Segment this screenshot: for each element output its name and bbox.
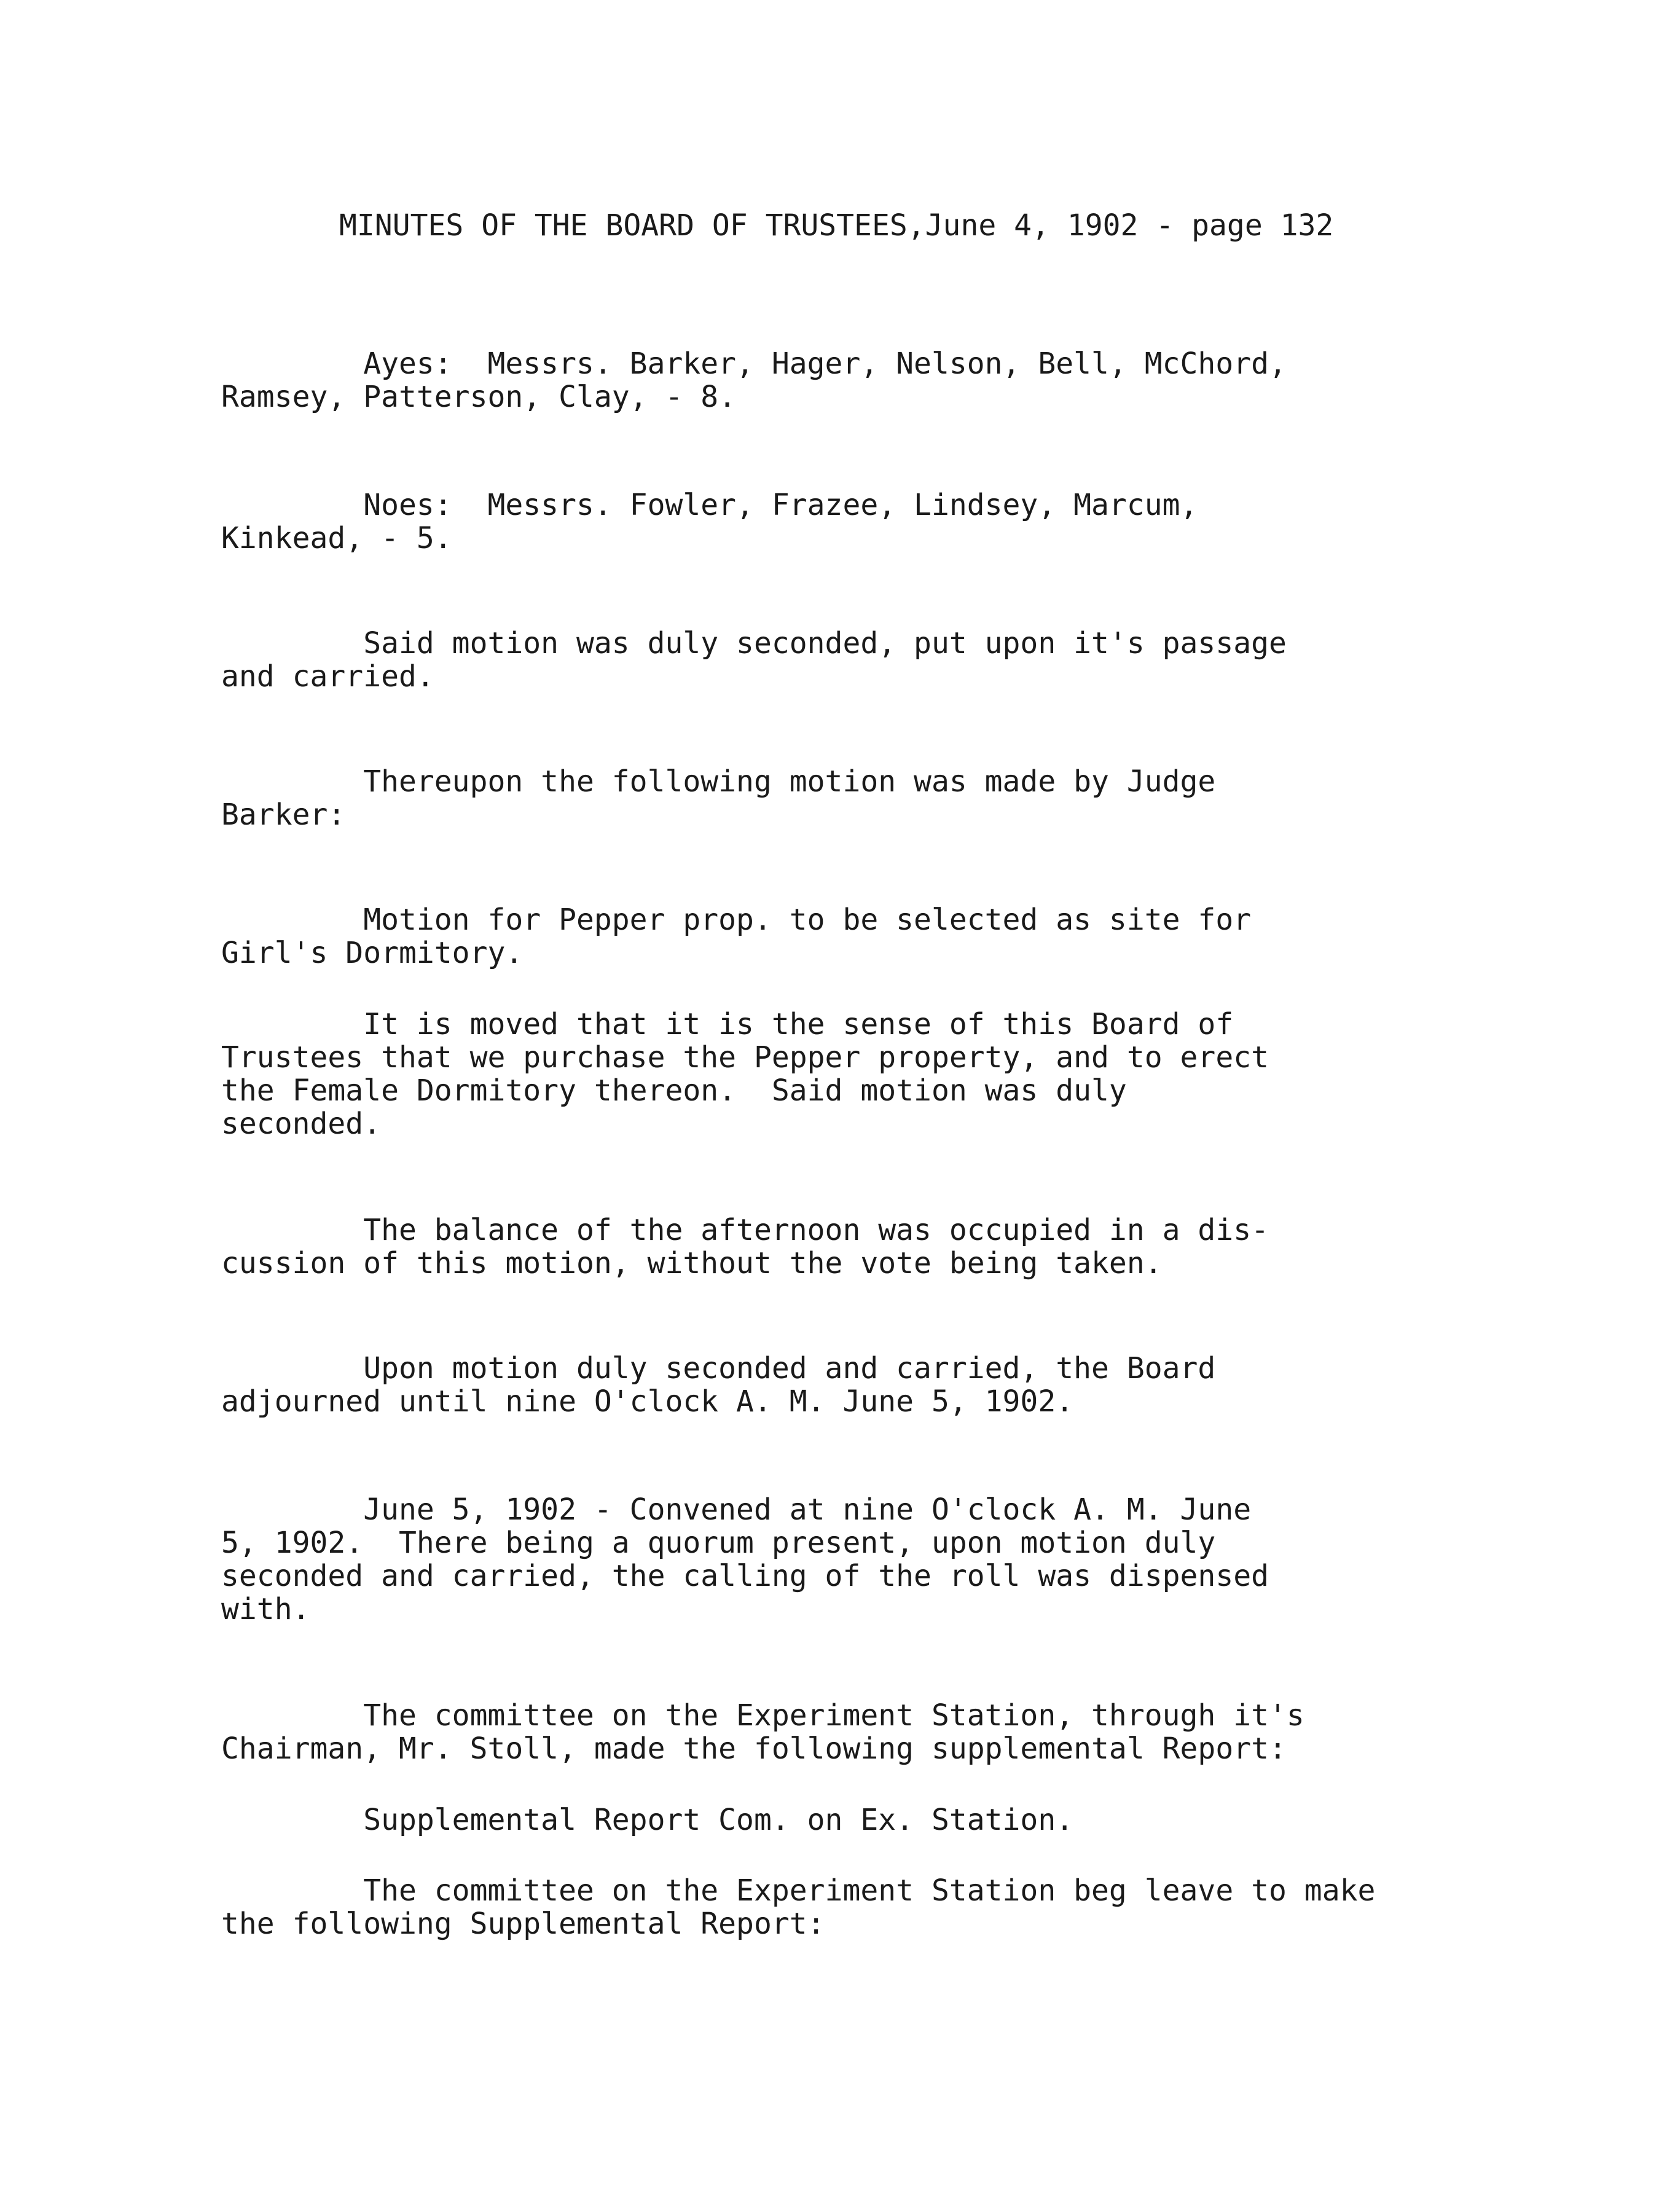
- paragraph-ayes: Ayes: Messrs. Barker, Hager, Nelson, Bell, McChord, Ramsey, Patterson, Clay, - 8.: [221, 347, 1287, 414]
- paragraph-adjourned: Upon motion duly seconded and carried, the Board adjourned until nine O'clock A. M. June 5, 1902.: [221, 1351, 1216, 1419]
- paragraph-noes: Noes: Messrs. Fowler, Frazee, Lindsey, Marcum, Kinkead, - 5.: [221, 488, 1198, 555]
- paragraph-pepper-motion-title: Motion for Pepper prop. to be selected as site for Girl's Dormitory.: [221, 903, 1252, 970]
- paragraph-supplemental-title: Supplemental Report Com. on Ex. Station.: [221, 1803, 1074, 1837]
- paragraph-pepper-motion-text: It is moved that it is the sense of this Board of Trustees that we purchase the Pepper property, and to erect the Female Dormitory thereon. Said motion was duly seconded.: [221, 1007, 1269, 1141]
- paragraph-motion-carried: Said motion was duly seconded, put upon it's passage and carried.: [221, 626, 1287, 694]
- paragraph-barker-motion: Thereupon the following motion was made by Judge Barker:: [221, 764, 1216, 832]
- paragraph-convened: June 5, 1902 - Convened at nine O'clock A. M. June 5, 1902. There being a quorum present, upon motion duly seconded and carried, the calling of the roll was dispensed with.: [221, 1492, 1269, 1626]
- page-header: MINUTES OF THE BOARD OF TRUSTEES,June 4, 1902 - page 132: [339, 208, 1334, 243]
- paragraph-committee-report: The committee on the Experiment Station, through it's Chairman, Mr. Stoll, made the following supplemental Report:: [221, 1698, 1304, 1766]
- paragraph-discussion: The balance of the afternoon was occupied in a dis- cussion of this motion, without the vote being taken.: [221, 1213, 1269, 1281]
- paragraph-supplemental-intro: The committee on the Experiment Station beg leave to make the following Supplemental Report:: [221, 1873, 1376, 1941]
